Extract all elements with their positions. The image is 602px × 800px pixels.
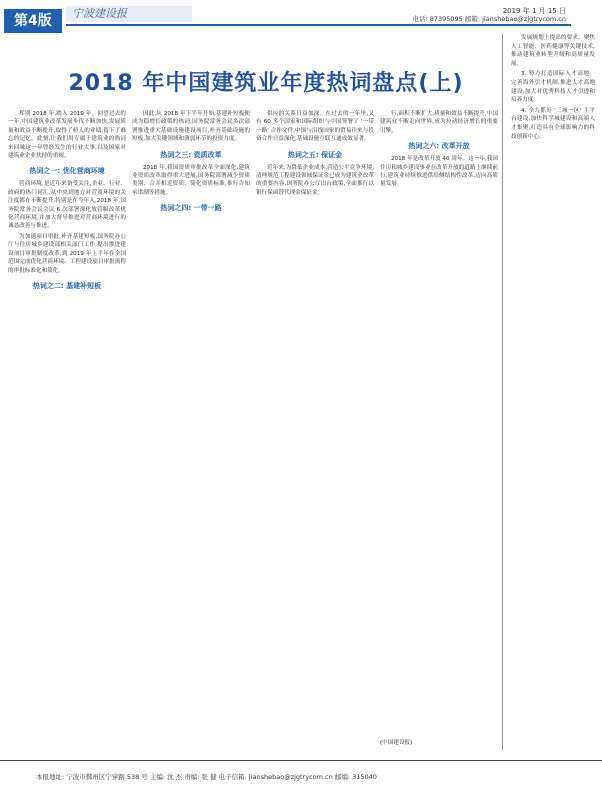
header-contact: 电话: 87395095 邮箱: jianshebao@zjgtrycom.cn [412, 15, 566, 23]
section-heading: 热词之四: 一带一路 [160, 204, 222, 213]
paragraph: 2018 年,我国资质审批改革全面深化,建筑业资质改革取得重大进展,国务院部署减少资质类别、合并相近资质、简化资质标准,推行告知承诺制等措施。 [132, 164, 250, 196]
section-heading: 热词之六: 改革开放 [408, 142, 470, 151]
side-paragraph: 3. 努力打造国际人才高地。完善海外引才机制,推进人才高地建设,加大对优秀科技人才引进和培养力度。 [511, 71, 595, 104]
section-number: 第4版 [14, 13, 52, 29]
side-paragraph: 4. 全力抓好 '三城一区' 主平台建设,加快科学城建设和高端人才集聚,打造具有全球影响力的科技创新中心。 [511, 107, 595, 140]
footer-divider [0, 760, 602, 761]
section-heading: 热词之三: 资质改革 [160, 150, 222, 159]
section-heading: 热词之一: 优化营商环境 [29, 167, 105, 176]
section-heading: 热词之五: 保证金 [287, 150, 343, 159]
section-badge [4, 9, 62, 33]
paragraph: 近年来,为降低企业成本,营造公平竞争环境,清理规范工程建设领域保证金已成为建筑业改革的重要内容,国务院办公厅出台政策,全面推行以银行保函替代现金保证金。 [256, 164, 374, 196]
article-column-3 [256, 110, 374, 760]
side-column [502, 34, 597, 750]
paragraph: 营商环境,是近年来备受关注,企业、行业、政府的热门词汇,从中央到地方对营商环境的关注度都在不断提升,特别是在今年入,2018 年,国务院常务会议会议 6 次部署深化放管服改革优化营商环境,并加大督导推进对营商环境进行的诚恳改善与推进。 [8, 181, 126, 230]
paragraph: 供应的关系日益加深。在过去的一年里,又有 60 多个国家和国际组织与中国签署了 '一带一路' 合作文件,中国与沿线国家的贸易往来与投资合作日益深化,基础设施互联互通成效显著。 [256, 111, 374, 143]
paragraph: 挥别 2018 年,踏入 2019 年。回望过去的一年,中国建筑业改革发展步伐不断加快,发展质量和效益不断提升,取得了骄人的业绩,留下了难忘的记忆。此刻,让我们用专属于建筑业的热词来回味这一年曾经发生的行业大事,以及国家对建筑业企业扶持的重视。 [8, 111, 126, 160]
article-signature: (中国建设报) [380, 740, 413, 746]
header-date: 2019 年 1 月 15 日 [502, 7, 566, 15]
masthead: 宁波建设报 [66, 6, 192, 22]
paragraph: 为加速项目审批,补齐基建短板,国务院办公厅与住房城乡建设部相关部门工作,提出推进建设项目审批制度改革,到 2019 年上半年在全国范围完成优化营商环境、工程建设项目审批流程的审批标准化和简化。 [8, 233, 126, 274]
paragraph: 2018 年是改革开放 40 周年。这一年,我国住房和城乡建设事业在改革开放的道路上继续前行,建筑业持续推进供给侧结构性改革,迈向高质量发展。 [380, 156, 498, 188]
article-column-2 [132, 110, 250, 760]
paragraph: 行,面积不断扩大,质量和效益不断提升,中国建筑业不断走向世界,成为拉动经济增长的重要引擎。 [380, 111, 498, 134]
page-header [0, 0, 602, 34]
page-footer: 本报地址: 宁波市鄞州区宁穿路 538 号 主编: 沈 杰 责编: 张 健 电子信箱: jianshebao@zjgtrycom.cn 邮编: 315040 [36, 773, 377, 781]
header-divider [66, 24, 571, 26]
section-heading: 热词之二: 基建补短板 [32, 281, 102, 290]
article-title: 2018 年中国建筑业年度热词盘点(上) [68, 71, 464, 96]
side-paragraph: 发展规划上提出的要求。聚焦人工智能、医药健康等关键技术,推动建筑业转型升级和高质量发展。 [511, 35, 595, 67]
article-column-1 [8, 110, 126, 760]
paragraph: 因此,从 2018 年下半年开始,基建补短板便成为稳增长政策的热词,国务院常务会议多次部署推进重大基础设施建设项目,补齐基础设施的短板,加大关键领域和薄弱环节的投资力度。 [132, 111, 250, 143]
article-column-4 [380, 110, 498, 760]
